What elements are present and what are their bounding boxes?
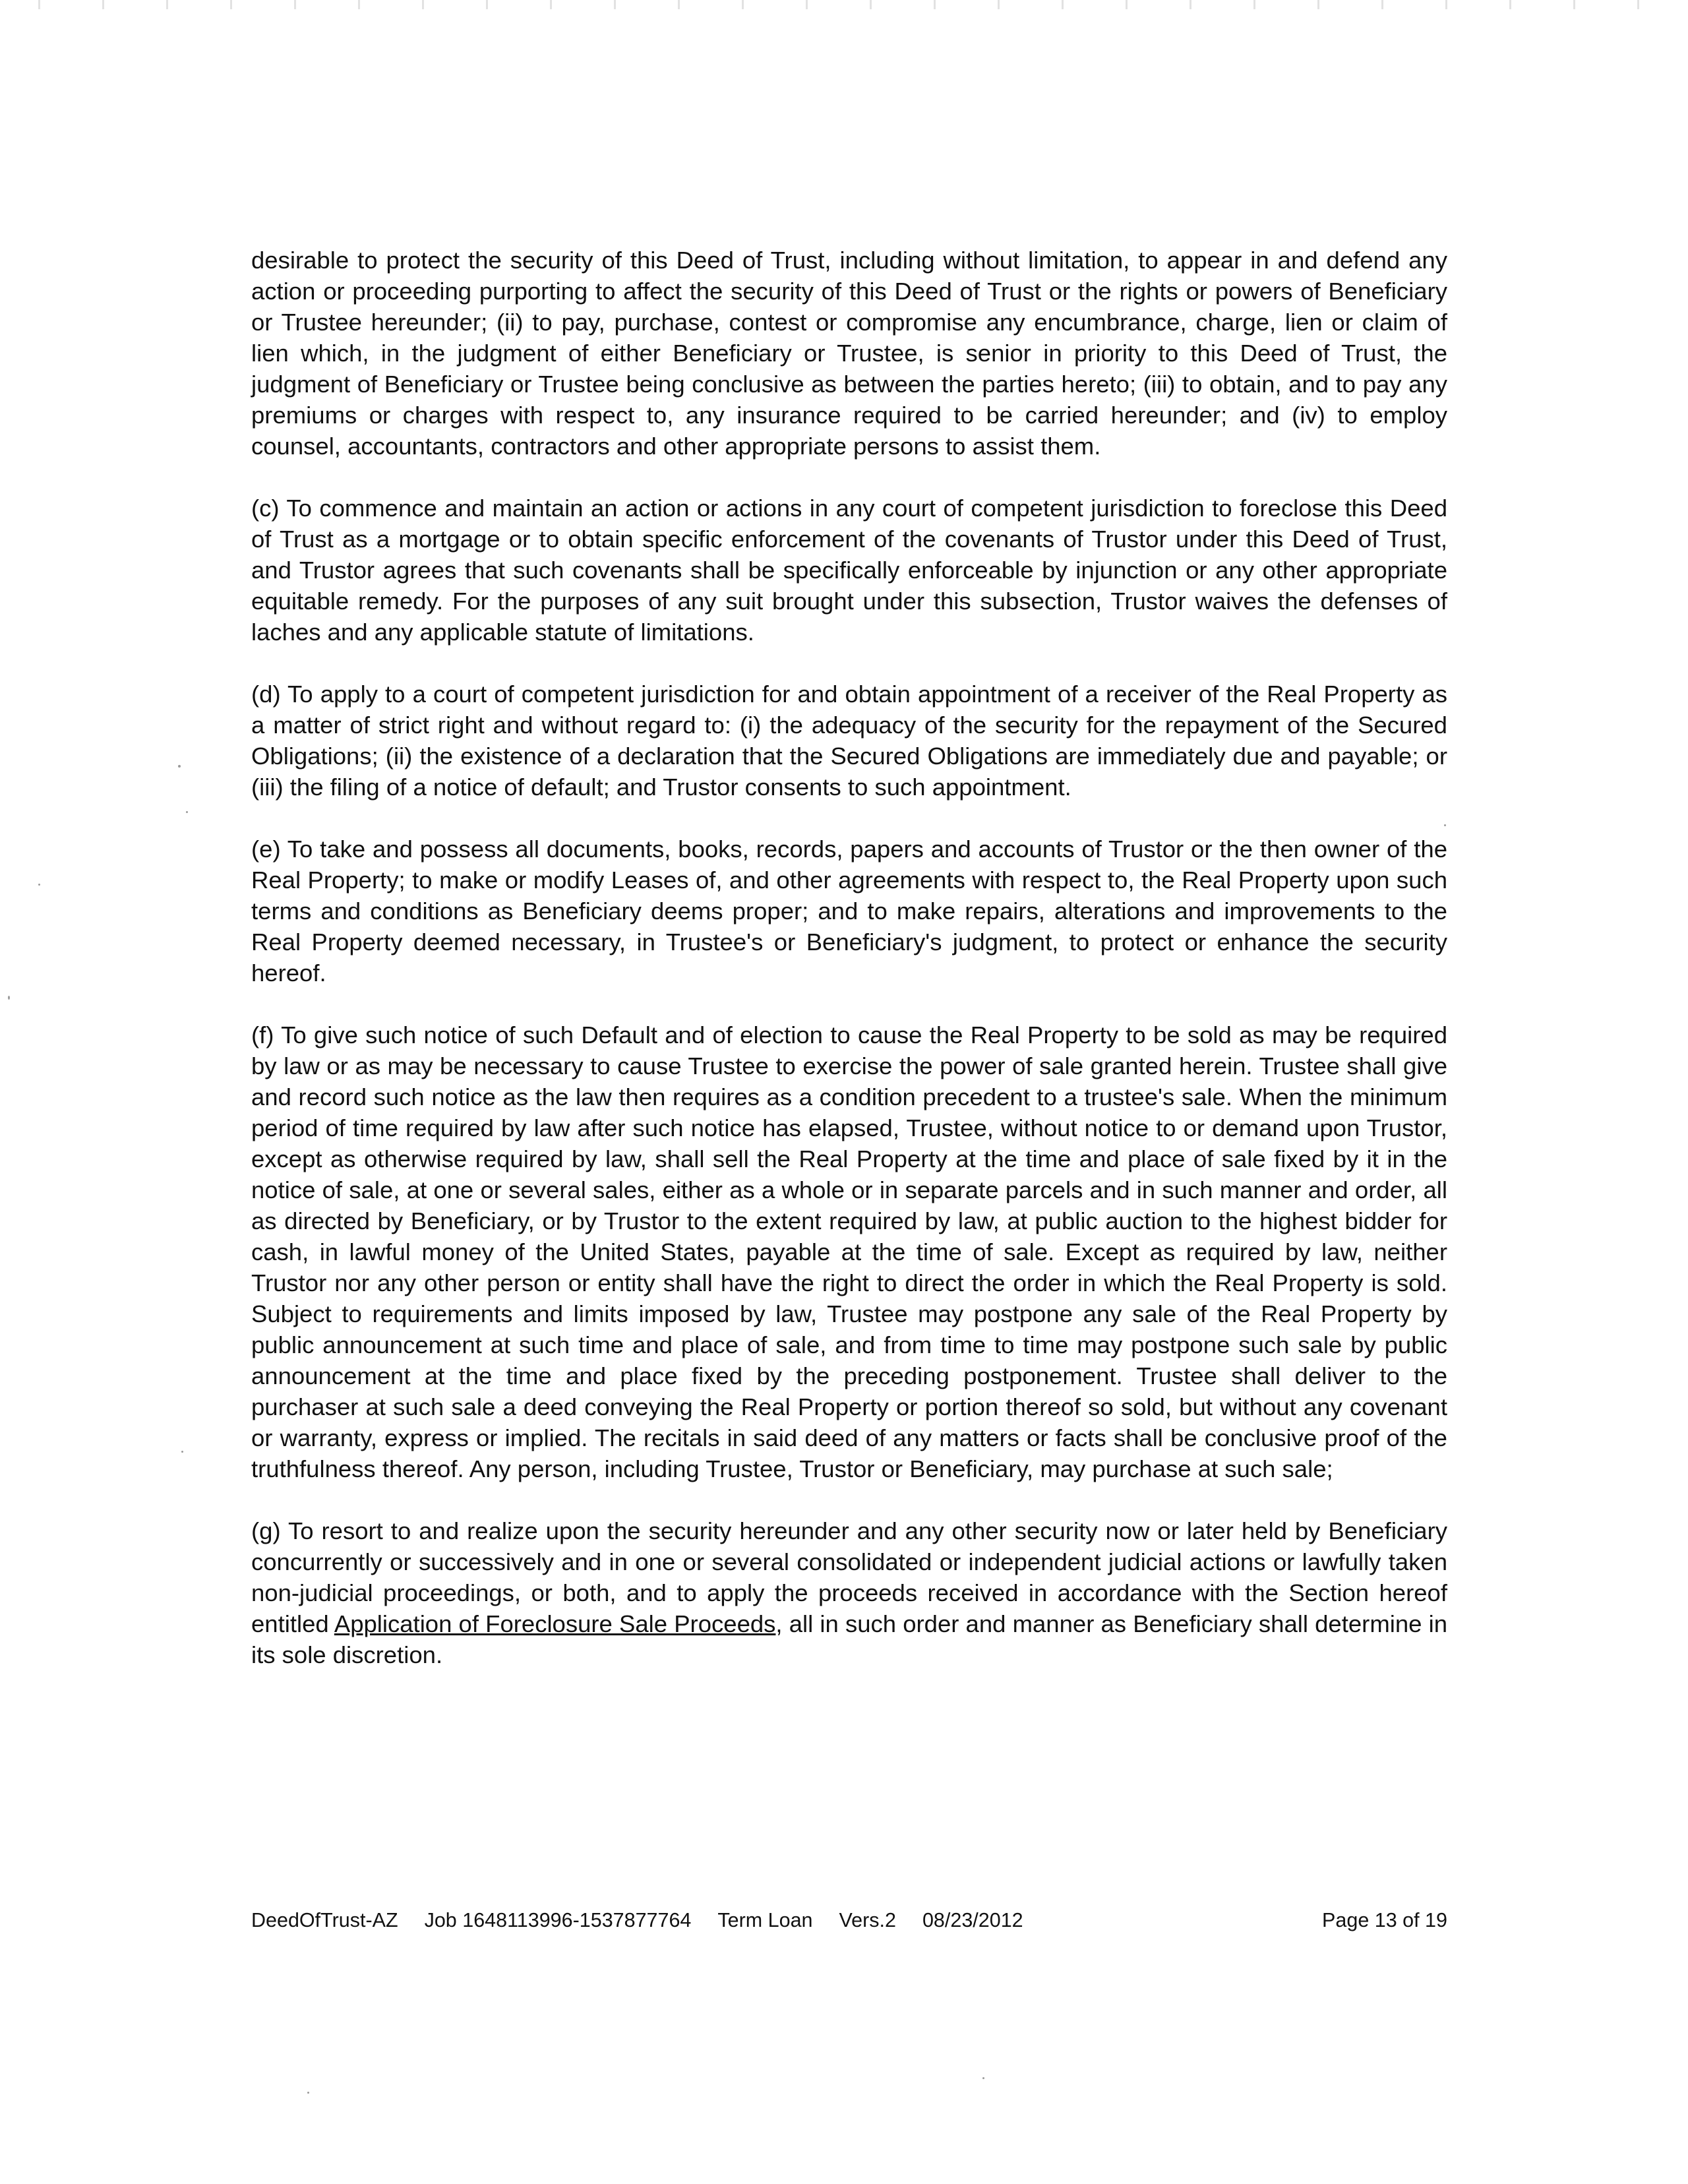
scan-speck [8,996,10,1000]
footer-loan-type: Term Loan [717,1909,813,1931]
scan-speck [181,1451,183,1453]
scan-edge-artifact [0,0,1688,9]
scan-speck [178,765,181,768]
paragraph-f: (f) To give such notice of such Default and of election to cause the Real Property to be sold as may be required by law or as may be necessary to cause Trustee to exercise the power of sale granted herein. Trustee shall give and record such notice as the law then requires as a condition precedent to a trustee's sale. When the minimum period of time required by law after such notice has elapsed, Trustee, without notice to or demand upon Trustor, except as otherwise required by law, shall sell the Real Property at the time and place of sale fixed by it in the notice of sale, at one or several sales, either as a whole or in separate parcels and in such manner and order, all as directed by Beneficiary, or by Trustor to the extent required by law, at public auction to the highest bidder for cash, in lawful money of the United States, payable at the time of sale. Except as required by law, neither Trustor nor any other person or entity shall have the right to direct the order in which the Real Property is sold. Subject to requirements and limits imposed by law, Trustee may postpone any sale of the Real Property by public announcement at such time and place of sale, and from time to time may postpone such sale by public announcement at the time and place fixed by the preceding postponement. Trustee shall deliver to the purchaser at such sale a deed conveying the Real Property or portion thereof so sold, but without any covenant or warranty, express or implied. The recitals in said deed of any matters or facts shall be conclusive proof of the truthfulness thereof. Any person, including Trustee, Trustor or Beneficiary, may purchase at such sale; [251,1021,1447,1482]
paragraph-b-continued: desirable to protect the security of this Deed of Trust, including without limitation, to appear in and defend any action or proceeding purporting to affect the security of this Deed of Trust or the rights or powers of Beneficiary or Trustee hereunder; (ii) to pay, purchase, contest or compromise any encumbrance, charge, lien or claim of lien which, in the judgment of either Beneficiary or Trustee, is senior in priority to this Deed of Trust, the judgment of Beneficiary or Trustee being conclusive as between the parties hereto; (iii) to obtain, and to pay any premiums or charges with respect to, any insurance required to be carried hereunder; and (iv) to employ counsel, accountants, contractors and other appropriate persons to assist them. [251,247,1447,460]
scan-speck [307,2092,309,2094]
paragraph-g [251,1515,1447,1670]
page-footer [251,1906,1447,1935]
scan-speck [186,811,188,813]
footer-version: Vers.2 [839,1909,896,1931]
paragraph-d: (d) To apply to a court of competent jurisdiction for and obtain appointment of a receiver of the Real Property as a matter of strict right and without regard to: (i) the adequacy of the security for the repayment of the Secured Obligations; (ii) the existence of a declaration that the Secured Obligations are immediately due and payable; or (iii) the filing of a notice of default; and Trustor consents to such appointment. [251,681,1447,801]
paragraph-e: (e) To take and possess all documents, books, records, papers and accounts of Trustor or the then owner of the Real Property; to make or modify Leases of, and other agreements with respect to, the Real Property upon such terms and conditions as Beneficiary deems proper; and to make repairs, alterations and improvements to the Real Property deemed necessary, in Trustee's or Beneficiary's judgment, to protect or enhance the security hereof. [251,835,1447,986]
footer-page-number: Page 13 of 19 [1322,1909,1447,1931]
paragraph-c: (c) To commence and maintain an action or actions in any court of competent jurisdiction to foreclose this Deed of Trust as a mortgage or to obtain specific enforcement of the covenants of Trustor under this Deed of Trust, and Trustor agrees that such covenants shall be specifically enforceable by injunction or any other appropriate equitable remedy. For the purposes of any suit brought under this subsection, Trustor waives the defenses of laches and any applicable statute of limitations. [251,495,1447,646]
footer-doc-name: DeedOfTrust-AZ [251,1909,398,1931]
scan-speck [982,2077,984,2079]
paragraph-g-text-end: , all in such order and manner as Beneficiary shall determine in its sole discretion. [251,1610,1448,1668]
paragraph-g-text-start: (g) To resort to and realize upon the security hereunder and any other security now or later held by Beneficiary concurrently or successively and in one or several consolidated or independent judicial actions or lawfully taken non-judicial proceedings, or both, and to apply the proceeds received in accordance with the Section hereof entitled [251,1517,1447,1637]
footer-date: 08/23/2012 [922,1909,1023,1931]
section-reference-link: Application of Foreclosure Sale Proceeds [334,1610,776,1637]
scan-speck [1444,824,1446,826]
document-body [251,245,1447,1670]
footer-job-number: Job 1648113996-1537877764 [424,1909,692,1931]
scan-speck [38,884,40,886]
